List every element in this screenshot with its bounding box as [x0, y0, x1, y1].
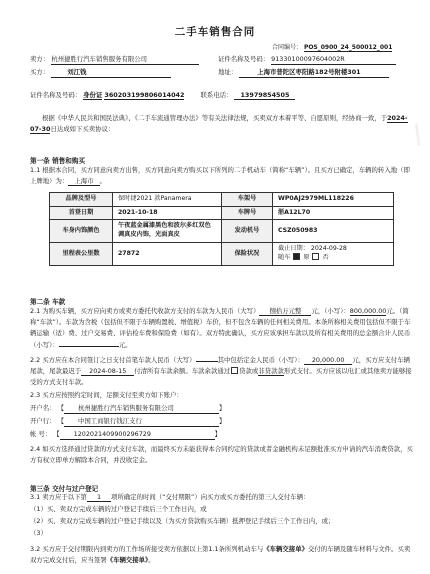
clause-1-1-text: 1.1 根据本合同，买方同意向卖方出售，买方同意向卖方购买以下所列的二手机动车（简称“车辆”）。且买方已确	[30, 166, 346, 174]
intro-text-1: 根据《中华人民共和国民法典》、《二手车流通管理办法》等有关法律法规，买卖双方本着平等、自愿原则，经	[42, 114, 349, 122]
insurance-option-follow: 随车	[278, 254, 291, 262]
registration-city: 上海市	[68, 177, 99, 186]
seller-id: 91330100097604002R	[271, 56, 396, 65]
clause-2-3: 2.3 买方应按照约定时间，足额支付至卖方如下账户：	[30, 391, 183, 399]
vehicle-info-table	[49, 192, 394, 266]
bank-name: 中国工商银行钱江支行	[64, 418, 219, 427]
buyer-id-label: 证件名称及号码：	[30, 91, 82, 99]
mileage-value: 27872	[113, 242, 222, 265]
loan-option: 贷款	[239, 367, 252, 376]
contract-number: POS_0900_24_500012_001	[303, 44, 393, 51]
account-name-row: 开户名： 【 杭州捷胜行汽车销售服务有限公司 】	[30, 404, 226, 412]
or-text: 或	[251, 367, 259, 376]
clause-3-1	[30, 494, 309, 502]
clause-2-1-text-f: 元。	[118, 340, 132, 349]
intro-text-3: 日达成如下买卖协议：	[50, 125, 115, 134]
clause-3-2-text-a: 3.2 买方应于交付期限内到卖方的工作场所接受卖方依据以上第1.1条所列机动车与	[30, 545, 264, 553]
balance-due-date: 2024-08-15	[81, 367, 134, 376]
address-row	[218, 69, 389, 78]
clause-1-1-end: 。	[99, 177, 106, 186]
clause-2-4-text-a: 2.4 如买方选择通过贷款的方式支付车款，而最终买方未能获得本合同约定的贷款或者金融机构未足额批准买方申请	[30, 445, 356, 453]
deposit-amount: 20,000.00	[304, 356, 353, 365]
brand-label: 品牌及型号	[50, 193, 113, 207]
intro-paragraph	[30, 113, 413, 135]
insurance-option-no: 否	[322, 254, 329, 262]
clause-2-2-text-d: 买方应支付车辆尾款，尾款最迟于	[30, 356, 410, 376]
payment-method: 非贷款款	[258, 367, 284, 376]
bank-row: 开户行： 【 中国工商银行钱江支行 】	[30, 417, 226, 425]
section-2-heading: 第二条 车款	[30, 298, 66, 306]
contract-number-label: 合同编号：	[272, 44, 303, 51]
contract-title: 二手车销售合同	[174, 26, 256, 38]
table-row	[50, 242, 394, 265]
checkbox-icon[interactable]	[312, 253, 319, 260]
clause-2-1	[30, 306, 413, 351]
checkbox-checked-icon[interactable]	[293, 253, 300, 260]
total-blank[interactable]	[59, 346, 119, 347]
vin-value: WP0AJ2979ML118226	[273, 193, 394, 207]
clause-2-1-text-a: 2.1 为购买车辆，买方应向卖方或卖方委托代收款方支付的车款为人民币（大写）	[30, 307, 260, 315]
seller-id-label: 证件名称及号码：	[218, 55, 270, 63]
price-in-figures: 800,000.00	[349, 307, 387, 315]
account-name-label: 开户名：	[30, 404, 56, 412]
buyer-id-number: 360203199806014042	[104, 91, 185, 99]
buyer-label: 买方：	[30, 68, 50, 76]
engine-value: CSZ050983	[273, 220, 394, 242]
engine-label: 发动机号	[222, 220, 273, 242]
buyer-row	[30, 69, 171, 78]
table-row	[50, 206, 394, 220]
buyer-address: 上海市普陀区枣阳路182号附楼301	[239, 69, 389, 78]
section-1-heading: 第一条 销售和购买	[30, 157, 86, 165]
color-label: 车身内饰颜色	[50, 220, 113, 242]
seller-label: 卖方：	[30, 55, 50, 63]
color-value: 午夜蓝金属漆黑色和波尔多红双色调真皮内饰，光面真皮	[113, 220, 222, 242]
seller-row	[30, 56, 199, 65]
buyer-phone: 13979854505	[234, 91, 295, 100]
clause-2-1-text-d: 相关费用。本条所称相关费用包括但不限于车辆运输（适）费、过户交易费、评估检车费和保险费（如有）。双方特	[30, 318, 411, 338]
mileage-label: 里程表公里数	[50, 242, 113, 265]
account-number-row: 帐 号： 【 1202021409900296729 】	[30, 430, 222, 438]
clause-1-1	[30, 165, 413, 187]
vin-label: 车架号	[222, 193, 273, 207]
address-label: 地址：	[218, 68, 238, 76]
buyer-id-row	[30, 92, 295, 100]
insurance-value	[273, 242, 394, 265]
clause-3-2-text-d: 车材料与文件。买卖双方完成交付后，应当签署	[30, 545, 411, 565]
clause-2-2	[30, 355, 413, 389]
clause-3-2-text-c: 交付的车辆及随	[307, 545, 353, 553]
clause-2-2-text-a: 2.2 买方应在本合同签订之日支付首笔车款人民币（大写）	[30, 356, 196, 364]
seller-id-row	[218, 56, 396, 65]
clause-1-1-text-b: 定，车辆的转入地（即上牌地）为：	[30, 166, 410, 186]
faint-watermark: /	[406, 119, 428, 151]
bank-label: 开户行：	[30, 417, 56, 425]
reg-date-value: 2021-10-18	[113, 206, 222, 220]
clause-2-2-text-e: 付清所有车款余额。车款余款通过	[134, 367, 231, 376]
first-payment-blank[interactable]	[196, 361, 218, 362]
clause-2-1-text-e: 此确认，买方应该承担车款以及所有相关费用的总金额合计人民币（小写）：	[30, 329, 411, 349]
table-row	[50, 193, 394, 207]
clause-3-2-end: 。	[148, 556, 155, 565]
clause-2-1-text-c: 元。（简称“车款”）。车款为含税（包括但不限于车辆购置税、增值税）车价，但不包含车辆的任何	[30, 307, 409, 327]
agreement-date: 2024-07-30	[30, 114, 408, 134]
clause-3-1-text-b: 项所确定的时间（“交付期限”）向买方或买方委托的第三人交付车辆：	[111, 493, 310, 501]
brand-value: 保时捷2021 款Panamera	[113, 193, 222, 207]
checkbox-icon[interactable]	[231, 367, 238, 374]
seller-name: 杭州捷胜行汽车销售服务有限公司	[51, 56, 199, 65]
clause-2-4	[30, 444, 413, 466]
account-name: 杭州捷胜行汽车销售服务有限公司	[64, 405, 219, 414]
clause-3-2	[30, 544, 413, 566]
clause-2-4-text-b: 的汽车消费贷款，买方有权立即单方解除本合同，并没收定金。	[30, 445, 413, 465]
insurance-options	[278, 253, 388, 263]
insurance-option-original: 原	[303, 254, 310, 262]
delivery-option-3: （3）	[30, 529, 47, 537]
clause-2-2-text-h: 形式支付。买方应该以电汇或其他卖方能够接受的方式支付车款。	[30, 367, 412, 387]
section-3-heading: 第三条 交付与过户登记	[30, 485, 99, 493]
handover-form-ref-2: 《车辆交接单》	[106, 556, 149, 565]
clause-2-2-text-b: 其中包括定金人民币（小写）：	[217, 356, 304, 364]
plate-value: 浙A12L70	[273, 206, 394, 220]
account-number: 1202021409900296729	[60, 431, 215, 440]
insurance-label: 保险状况	[222, 242, 273, 265]
delivery-option-2: （2）买、卖双方完成车辆的过户登记手续以及（为买方贷款购买车辆）抵押登记手续后三个工作日内，或；	[30, 517, 335, 525]
buyer-name: 刘江钱	[51, 69, 171, 78]
clause-3-1-text-a: 3.1 卖方应于以下第	[30, 493, 87, 501]
insurance-deadline: 截止日期： 2024-09-28	[278, 244, 347, 252]
clause-2-1-text-b: 元，（小写）：	[311, 307, 350, 315]
delivery-option-number: 1	[87, 493, 111, 502]
account-number-label: 帐 号：	[30, 430, 52, 438]
buyer-id-type: 身份证	[83, 91, 103, 99]
delivery-option-1: （1）买、卖双方完成车辆的过户登记手续后三个工作日内，或	[30, 505, 207, 513]
phone-label: 联系电话：	[200, 91, 233, 99]
clause-2-2-text-c: 元，	[352, 356, 366, 364]
reg-date-label: 首登日期	[50, 206, 113, 220]
intro-text-2: 协商一致，于	[348, 114, 388, 122]
contract-number-row	[272, 44, 392, 51]
handover-form-ref: 《车辆交接单》	[263, 545, 308, 553]
price-in-words: 捌拾万元整	[259, 307, 311, 316]
plate-label: 车牌号	[222, 206, 273, 220]
table-row	[50, 220, 394, 242]
